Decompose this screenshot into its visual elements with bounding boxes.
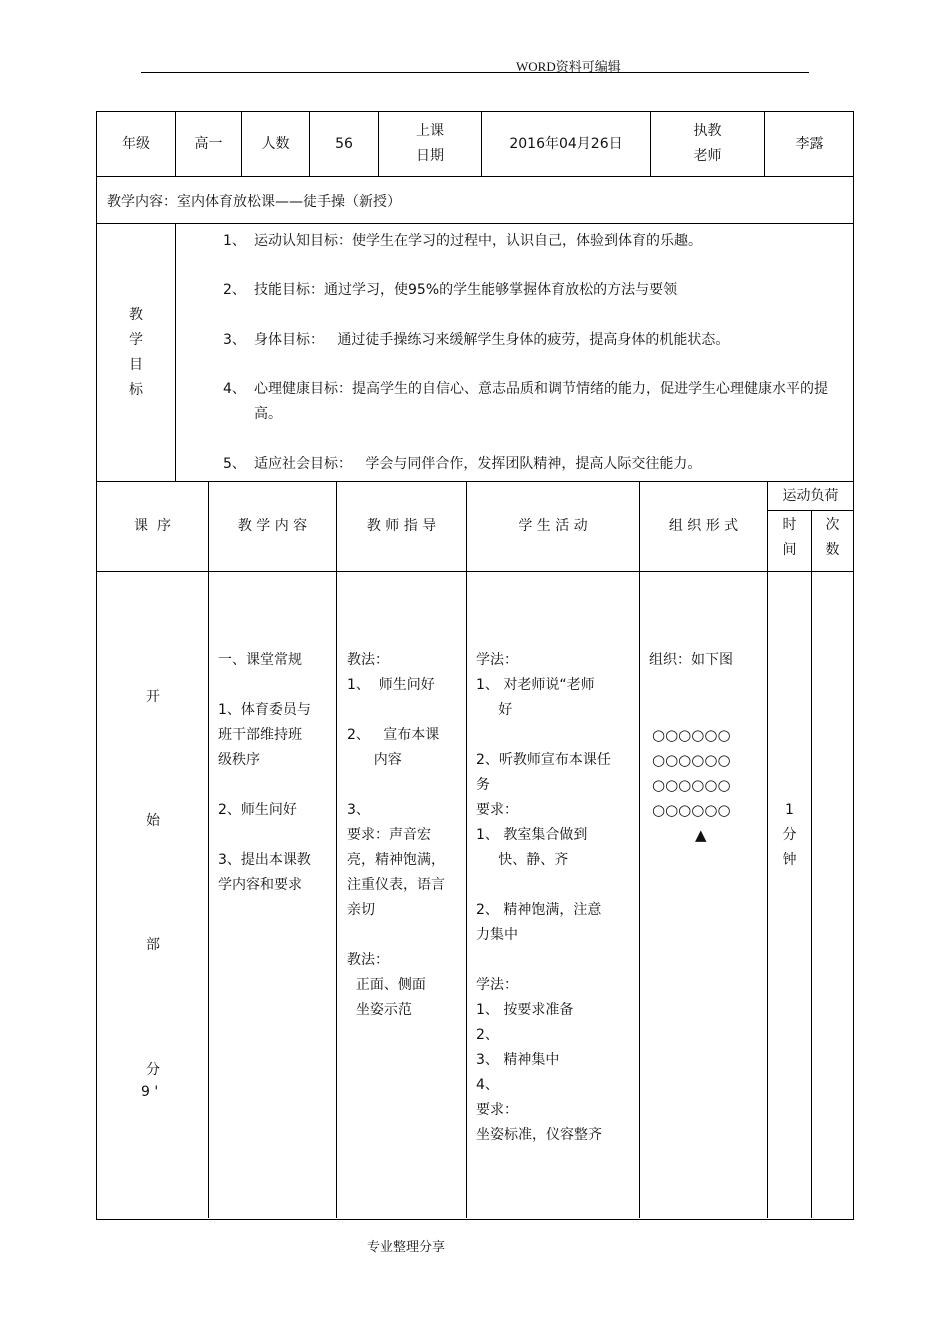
count-label: 人数 <box>241 112 309 176</box>
lesson-info-table <box>96 111 854 482</box>
col-teacher: 教 师 指 导 <box>336 482 466 571</box>
objective-number: 1、 <box>223 233 246 249</box>
footer-text: 专业整理分享 <box>367 1240 446 1255</box>
objectives-list <box>175 224 853 482</box>
sequence-char: 分 <box>146 1062 160 1078</box>
section-sequence <box>97 571 208 1218</box>
objectives-label <box>97 224 175 482</box>
lesson-procedure-table <box>96 482 854 1220</box>
objective-number: 5、 <box>223 456 246 472</box>
col-org: 组 织 形 式 <box>639 482 767 571</box>
teacher-label <box>650 112 764 176</box>
date-label <box>378 112 481 176</box>
objective-text: 心理健康目标：提高学生的自信心、意志品质和调节情绪的能力，促进学生心理健康水平的提高。 <box>254 381 828 422</box>
objective-number: 4、 <box>223 381 246 397</box>
objectives-row <box>97 223 853 481</box>
grade-label: 年级 <box>122 135 150 152</box>
teacher-value: 李露 <box>764 112 854 176</box>
section-content: 一、课堂常规 1、体育委员与 班干部维持班 级秩序 2、师生问好 3、提出本课教 学内容和要求 <box>208 571 336 1218</box>
date-label-line-2: 日期 <box>416 148 444 164</box>
col-load: 运动负荷 <box>767 482 853 510</box>
sequence-char: 始 <box>146 813 160 829</box>
objective-text: 技能目标：通过学习，使95%的学生能够掌握体育放松的方法与要领 <box>254 282 678 298</box>
objective-text: 适应社会目标： 学会与同伴合作，发挥团队精神，提高人际交往能力。 <box>254 456 702 472</box>
section-duration: 9 ' <box>141 1084 159 1100</box>
teacher-label-line-2: 老师 <box>693 148 722 164</box>
teacher-position-icon: ▲ <box>695 826 707 844</box>
objectives-label-char: 目 <box>129 357 143 373</box>
section-times <box>811 571 853 1218</box>
formation-row: ○○○○○○ <box>652 751 731 769</box>
col-content: 教 学 内 容 <box>208 482 336 571</box>
teacher-label-line-1: 执教 <box>693 123 722 139</box>
teaching-content: 教学内容：室内体育放松课——徒手操（新授） <box>97 176 853 223</box>
org-label: 组织：如下图 <box>649 652 733 668</box>
section-time: 1 分 钟 <box>767 571 811 1218</box>
section-student-activity: 学法： 1、 对老师说“老师 好 2、听教师宣布本课任 务 要求： 1、 教室集合做到 快、静、齐 2、 精神饱满，注意 力集中 学法： 1、 按要求准备 2、 3、 精神集中 4、 要求： 坐姿标准，仪容整齐 <box>466 571 639 1218</box>
objective-text: 身体目标： 通过徒手操练习来缓解学生身体的疲劳，提高身体的机能状态。 <box>254 332 730 348</box>
objectives-label-char: 教 <box>129 307 143 323</box>
section-teacher-guidance: 教法： 1、 师生问好 2、 宣布本课 内容 3、 要求：声音宏 亮，精神饱满， 注重仪表，语言 亲切 教法： 正面、侧面 坐姿示范 <box>336 571 466 1218</box>
formation-row: ○○○○○○ <box>652 776 731 794</box>
objectives-label-char: 学 <box>129 332 143 348</box>
header-rule <box>141 72 809 73</box>
col-times: 次 数 <box>811 510 853 571</box>
date-value: 2016年04月26日 <box>481 112 650 176</box>
col-student: 学 生 活 动 <box>466 482 639 571</box>
sequence-char: 开 <box>146 689 160 705</box>
sequence-char: 部 <box>146 937 160 953</box>
objective-number: 3、 <box>223 332 246 348</box>
col-sequence: 课 序 <box>134 518 171 534</box>
grade-value: 高一 <box>175 112 241 176</box>
col-time: 时 间 <box>767 510 811 571</box>
date-label-line-1: 上课 <box>416 123 444 139</box>
formation-row: ○○○○○○ <box>652 726 731 744</box>
header-title: WORD资料可编辑 <box>516 59 621 74</box>
formation-row: ○○○○○○ <box>652 801 731 819</box>
section-organization <box>639 571 767 1218</box>
objective-text: 运动认知目标：使学生在学习的过程中，认识自己，体验到体育的乐趣。 <box>254 233 702 249</box>
count-value: 56 <box>309 112 378 176</box>
objective-number: 2、 <box>223 282 246 298</box>
objectives-label-char: 标 <box>129 382 143 398</box>
